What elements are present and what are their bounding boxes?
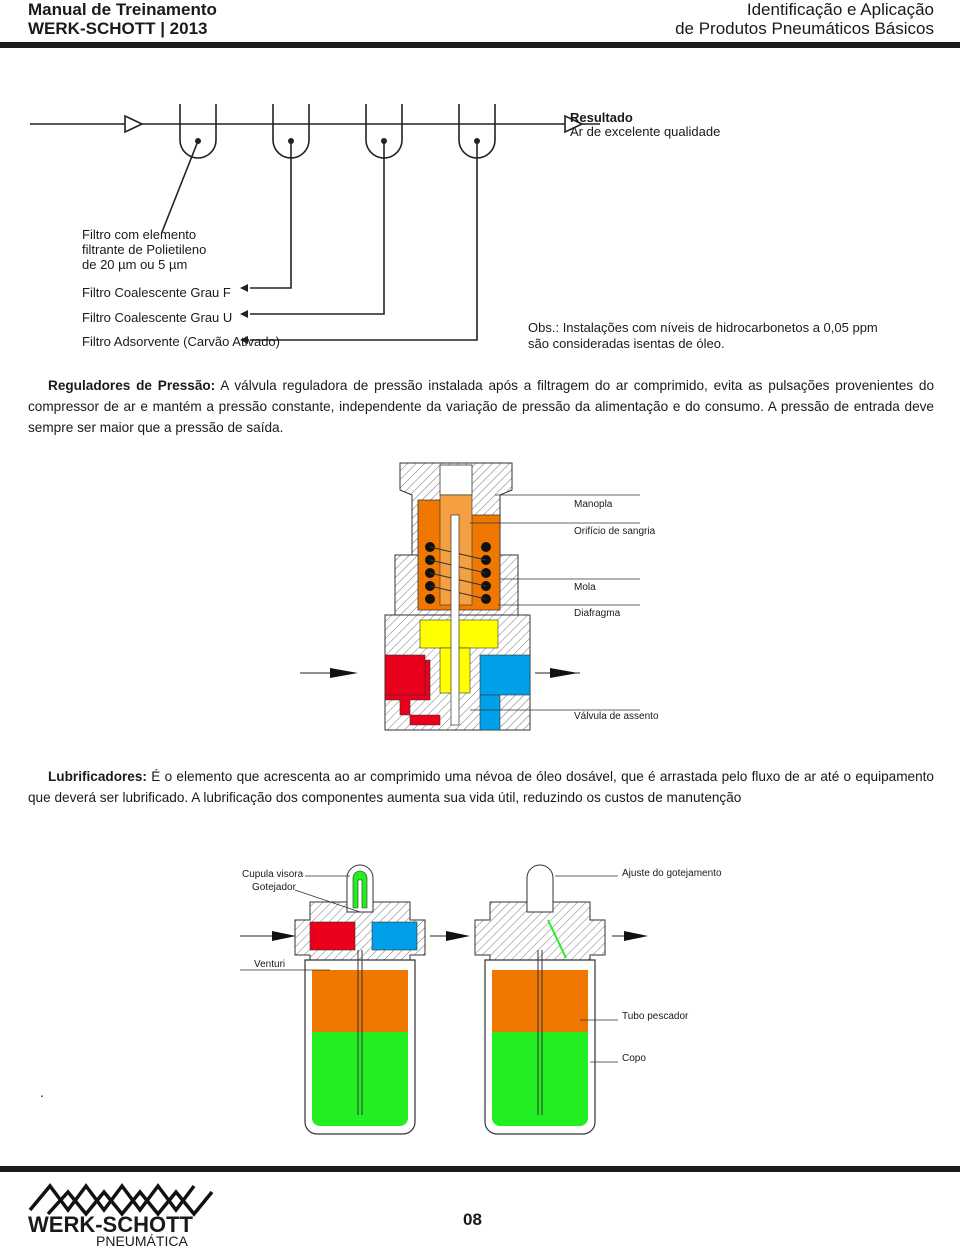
regulator-text: A válvula reguladora de pressão instalada após a filtragem do ar comprimido, evita as pulsações provenientes do compressor de ar e mantém a pressão constante, independente da variação de pressão da alimentação e do consumo. A pressão de entrada deve sempre ser maior que a pressão de saída. — [28, 378, 935, 435]
lubricator-text: É o elemento que acrescenta ao ar comprimido uma névoa de óleo dosável, que é arrastada pelo fluxo de ar até o equipamento que deverá ser lubrificado. A lubrificação dos componentes aumenta sua vida útil, reduzindo os custos de manutenção — [28, 769, 934, 805]
label-valvula: Válvula de assento — [574, 711, 659, 722]
filter1-label-line2: filtrante de Polietileno — [82, 242, 207, 257]
section-title-line2: de Produtos Pneumáticos Básicos — [675, 19, 934, 38]
obs-text: : Instalações com níveis de hidrocarbonetos a 0,05 ppm — [555, 320, 878, 335]
regulator-heading: Reguladores de Pressão: — [48, 378, 216, 393]
footer-rule — [0, 1166, 960, 1172]
filter3-label: Filtro Coalescente Grau U — [82, 310, 233, 325]
lubricator-paragraph — [28, 766, 934, 808]
label-manopla: Manopla — [574, 499, 613, 510]
label-mola: Mola — [574, 582, 596, 593]
filter4-label: Filtro Adsorvente (Carvão Ativado) — [82, 334, 280, 349]
filter1-label-line1: Filtro com elemento — [82, 227, 197, 242]
label-copo: Copo — [622, 1053, 646, 1064]
page-number: 08 — [463, 1210, 482, 1229]
regulator-cutaway — [0, 455, 960, 745]
label-cupula: Cupula visora — [242, 869, 304, 880]
lubricator-heading: Lubrificadores: — [48, 769, 147, 784]
filter-chain-diagram — [0, 0, 960, 360]
obs-note-line2: são consideradas isentas de óleo. — [528, 336, 725, 351]
lubricator-cutaway — [0, 860, 960, 1150]
label-venturi: Venturi — [254, 959, 286, 970]
label-ajuste: Ajuste do gotejamento — [622, 868, 722, 879]
label-tubo: Tubo pescador — [622, 1011, 689, 1022]
filter2-label: Filtro Coalescente Grau F — [82, 285, 231, 300]
result-text: Ar de excelente qualidade — [570, 124, 721, 139]
label-diafragma: Diafragma — [574, 608, 621, 619]
manual-title-line2: WERK-SCHOTT | 2013 — [28, 19, 208, 38]
label-orificio: Orifício de sangria — [574, 526, 656, 537]
logo-subtitle: PNEUMÁTICA — [96, 1233, 188, 1249]
label-gotejador: Gotejador — [252, 882, 296, 893]
stray-mark: . — [40, 1084, 44, 1100]
result-title: Resultado — [570, 110, 633, 125]
regulator-paragraph — [28, 375, 934, 438]
obs-note-line1 — [528, 320, 878, 335]
manual-title-line1: Manual de Treinamento — [28, 0, 217, 19]
logo-wordmark: WERK-SCHOTT — [28, 1212, 193, 1237]
section-title-line1: Identificação e Aplicação — [746, 0, 934, 19]
filter1-label-line3: de 20 µm ou 5 µm — [82, 257, 188, 272]
obs-label: Obs. — [528, 320, 556, 335]
